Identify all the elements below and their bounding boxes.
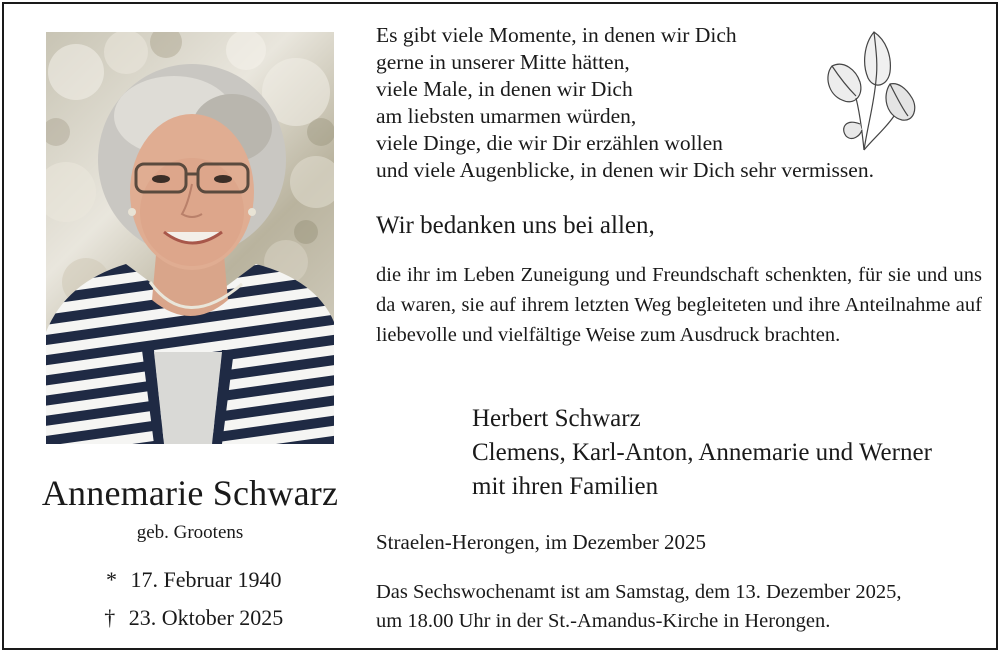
poem-line: gerne in unserer Mitte hätten, <box>376 50 630 74</box>
family-line: Herbert Schwarz <box>472 405 641 432</box>
calla-lily-icon <box>816 24 920 154</box>
obituary-card <box>2 2 998 650</box>
mass-line: Das Sechswochenamt ist am Samstag, dem 13. Dezember 2025, <box>376 581 902 603</box>
birth-symbol: * <box>106 567 118 592</box>
poem-line: viele Dinge, die wir Dir erzählen wollen <box>376 131 723 155</box>
family-signature <box>472 402 932 504</box>
deceased-name: Annemarie Schwarz <box>41 473 339 513</box>
family-line: Clemens, Karl-Anton, Annemarie und Werner <box>472 439 932 466</box>
place-date: Straelen-Herongen, im Dezember 2025 <box>376 530 707 554</box>
death-date: 23. Oktober 2025 <box>128 605 284 630</box>
birth-line <box>26 567 354 593</box>
mass-line: um 18.00 Uhr in der St.-Amandus-Kirche in Herongen. <box>376 610 831 632</box>
poem-line: Es gibt viele Momente, in denen wir Dich <box>376 23 737 47</box>
poem-line: und viele Augenblicke, in denen wir Dich sehr vermissen. <box>376 158 874 182</box>
mass-notice <box>376 578 982 636</box>
death-line <box>26 605 354 631</box>
thanks-body: die ihr im Leben Zuneigung und Freundschaft schenkten, für sie und uns da waren, sie auf ihrem letzten Weg begleiteten und ihre Anteilnahme auf liebevolle und vielfältige Weise zum Ausdruck brachten. <box>376 264 982 346</box>
birth-name: geb. Grootens <box>136 522 244 543</box>
thanks-title: Wir bedanken uns bei allen, <box>376 212 655 239</box>
family-line: mit ihren Familien <box>472 473 659 500</box>
birth-date: 17. Februar 1940 <box>130 567 282 592</box>
poem-line: viele Male, in denen wir Dich <box>376 77 633 101</box>
portrait-photo <box>46 32 334 444</box>
cross-icon: † <box>104 605 116 630</box>
poem-line: am liebsten umarmen würden, <box>376 104 637 128</box>
